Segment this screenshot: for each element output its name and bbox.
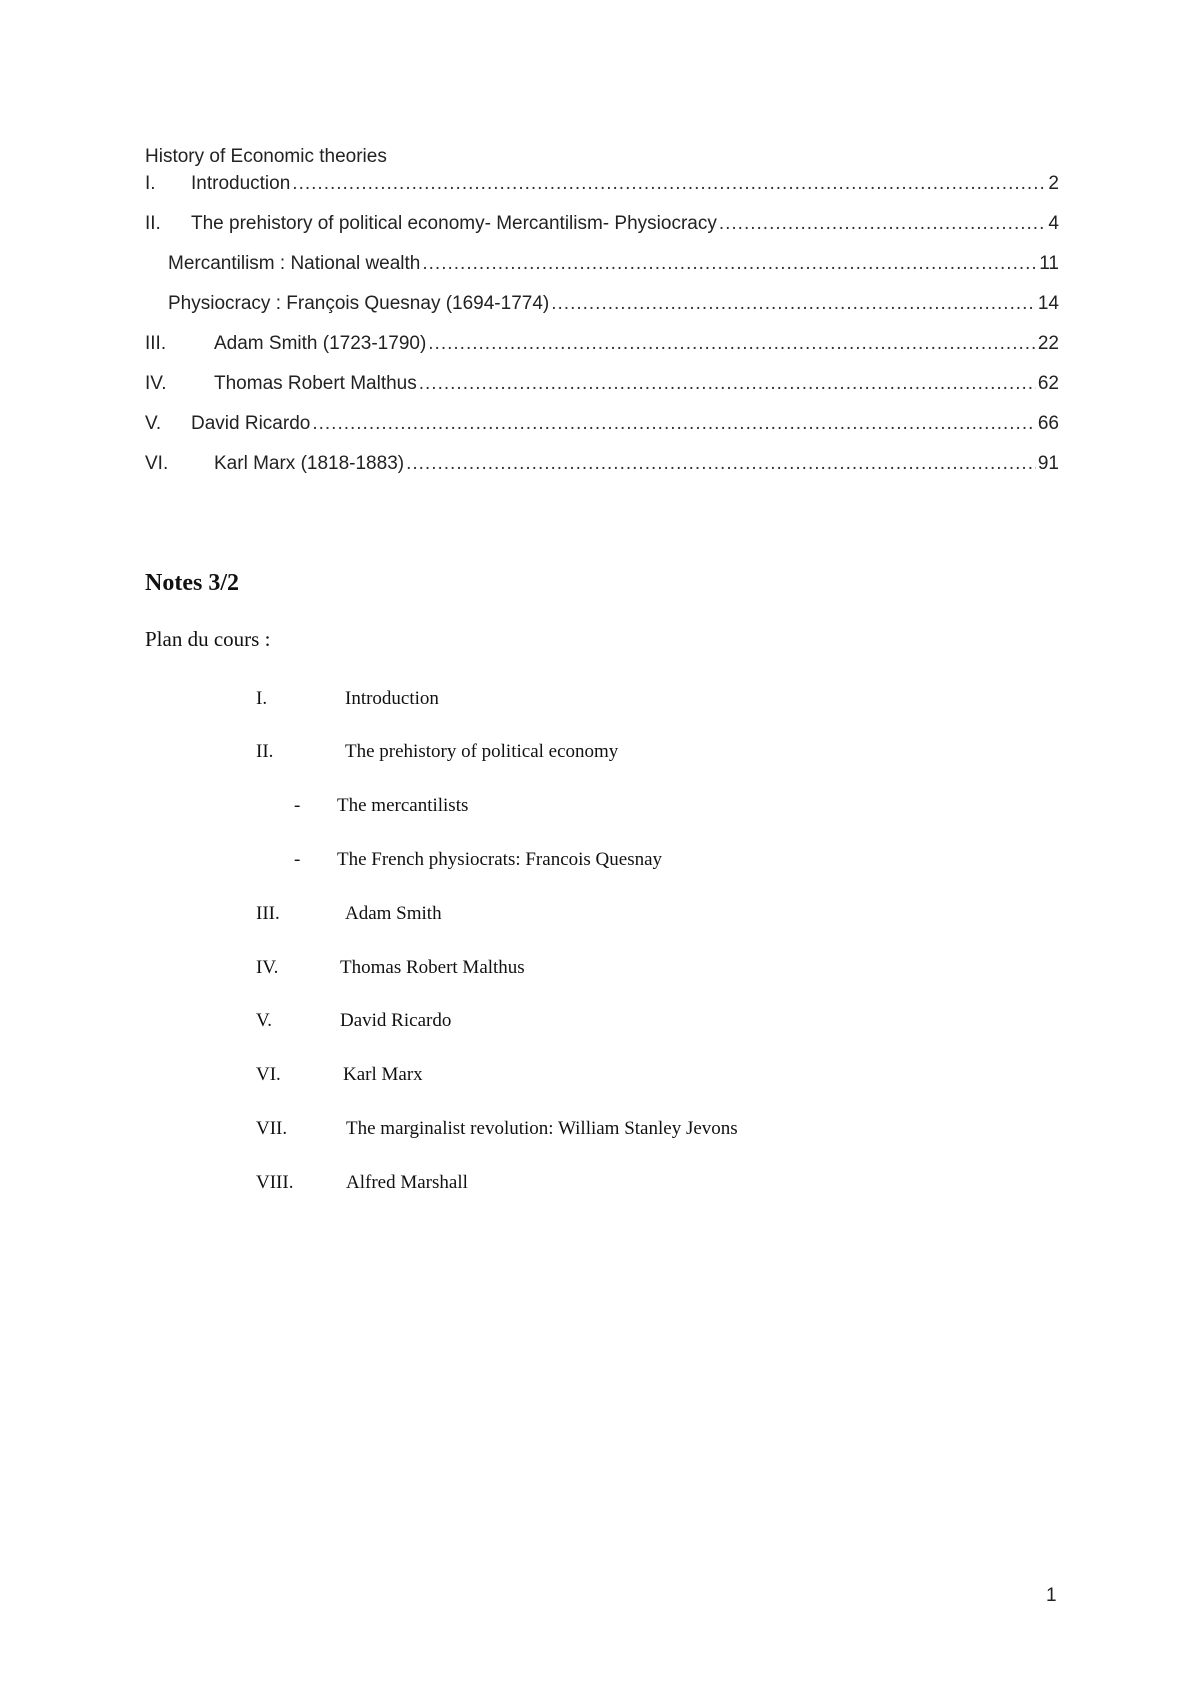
- toc-entry-number: V.: [145, 413, 162, 434]
- plan-item-text: Thomas Robert Malthus: [340, 957, 525, 978]
- toc-entry-text: Karl Marx (1818-1883): [214, 453, 405, 474]
- plan-item-text: Karl Marx: [343, 1064, 423, 1085]
- toc-entry-marx[interactable]: [145, 452, 1059, 476]
- toc-entry-page: 2: [1048, 173, 1059, 194]
- toc-entry-adam-smith[interactable]: [145, 332, 1059, 356]
- toc-entry-number: II.: [145, 213, 161, 234]
- toc-entry-text: David Ricardo: [191, 413, 311, 434]
- plan-item-number: V.: [256, 1010, 273, 1031]
- toc-entry-physiocracy[interactable]: [145, 292, 1059, 316]
- toc-entry-page: 4: [1048, 213, 1059, 234]
- toc-dot-leader: [551, 292, 1036, 316]
- toc-entry-page: 91: [1037, 453, 1059, 474]
- plan-item-text: David Ricardo: [340, 1010, 452, 1031]
- toc-entry-ricardo[interactable]: [145, 412, 1059, 436]
- toc-entry-text: The prehistory of political economy- Mercantilism- Physiocracy: [191, 213, 717, 234]
- plan-item-text: Alfred Marshall: [346, 1172, 468, 1193]
- toc-entry-text: Introduction: [191, 173, 291, 194]
- plan-label: Plan du cours :: [145, 627, 271, 651]
- toc-entry-introduction[interactable]: [145, 172, 1059, 196]
- plan-item-text: Introduction: [345, 688, 439, 709]
- plan-item-number: I.: [256, 688, 268, 709]
- toc-entry-page: 62: [1037, 373, 1059, 394]
- toc-entry-prehistory[interactable]: [145, 212, 1059, 236]
- plan-item-text: The French physiocrats: Francois Quesnay: [337, 849, 663, 870]
- toc-entry-page: 11: [1039, 253, 1059, 274]
- plan-item-bullet: -: [294, 795, 301, 816]
- toc-entry-mercantilism[interactable]: [145, 252, 1059, 276]
- plan-item-number: II.: [256, 741, 274, 762]
- plan-item-number: VI.: [256, 1064, 281, 1085]
- plan-item-bullet: -: [294, 849, 301, 870]
- plan-item-number: III.: [256, 903, 280, 924]
- toc-dot-leader: [292, 172, 1046, 196]
- plan-item-number: IV.: [256, 957, 279, 978]
- toc-dot-leader: [428, 332, 1036, 356]
- plan-item-text: The prehistory of political economy: [345, 741, 619, 762]
- toc-entry-number: III.: [145, 333, 167, 354]
- toc-entry-text: Physiocracy : François Quesnay (1694-1774): [168, 293, 550, 314]
- page-number: 1: [1046, 1585, 1057, 1606]
- toc-dot-leader: [406, 452, 1036, 476]
- toc-dot-leader: [422, 252, 1037, 276]
- plan-item-text: The mercantilists: [337, 795, 469, 816]
- plan-item-number: VIII.: [256, 1172, 294, 1193]
- toc-entry-page: 66: [1037, 413, 1059, 434]
- toc-entry-page: 22: [1037, 333, 1059, 354]
- toc-entry-number: I.: [145, 173, 156, 194]
- plan-item-number: VII.: [256, 1118, 288, 1139]
- toc-entry-malthus[interactable]: [145, 372, 1059, 396]
- toc-entry-text: Adam Smith (1723-1790): [214, 333, 427, 354]
- toc-title: History of Economic theories: [145, 146, 387, 167]
- plan-item-text: Adam Smith: [345, 903, 442, 924]
- notes-heading: Notes 3/2: [145, 570, 239, 596]
- toc-dot-leader: [719, 212, 1047, 236]
- toc-dot-leader: [312, 412, 1036, 436]
- toc-entry-page: 14: [1037, 293, 1059, 314]
- toc-entry-number: IV.: [145, 373, 167, 394]
- toc-entry-text: Thomas Robert Malthus: [214, 373, 417, 394]
- plan-item-text: The marginalist revolution: William Stanley Jevons: [346, 1118, 738, 1139]
- toc-dot-leader: [419, 372, 1036, 396]
- toc-entry-text: Mercantilism : National wealth: [168, 253, 421, 274]
- toc-entry-number: VI.: [145, 453, 169, 474]
